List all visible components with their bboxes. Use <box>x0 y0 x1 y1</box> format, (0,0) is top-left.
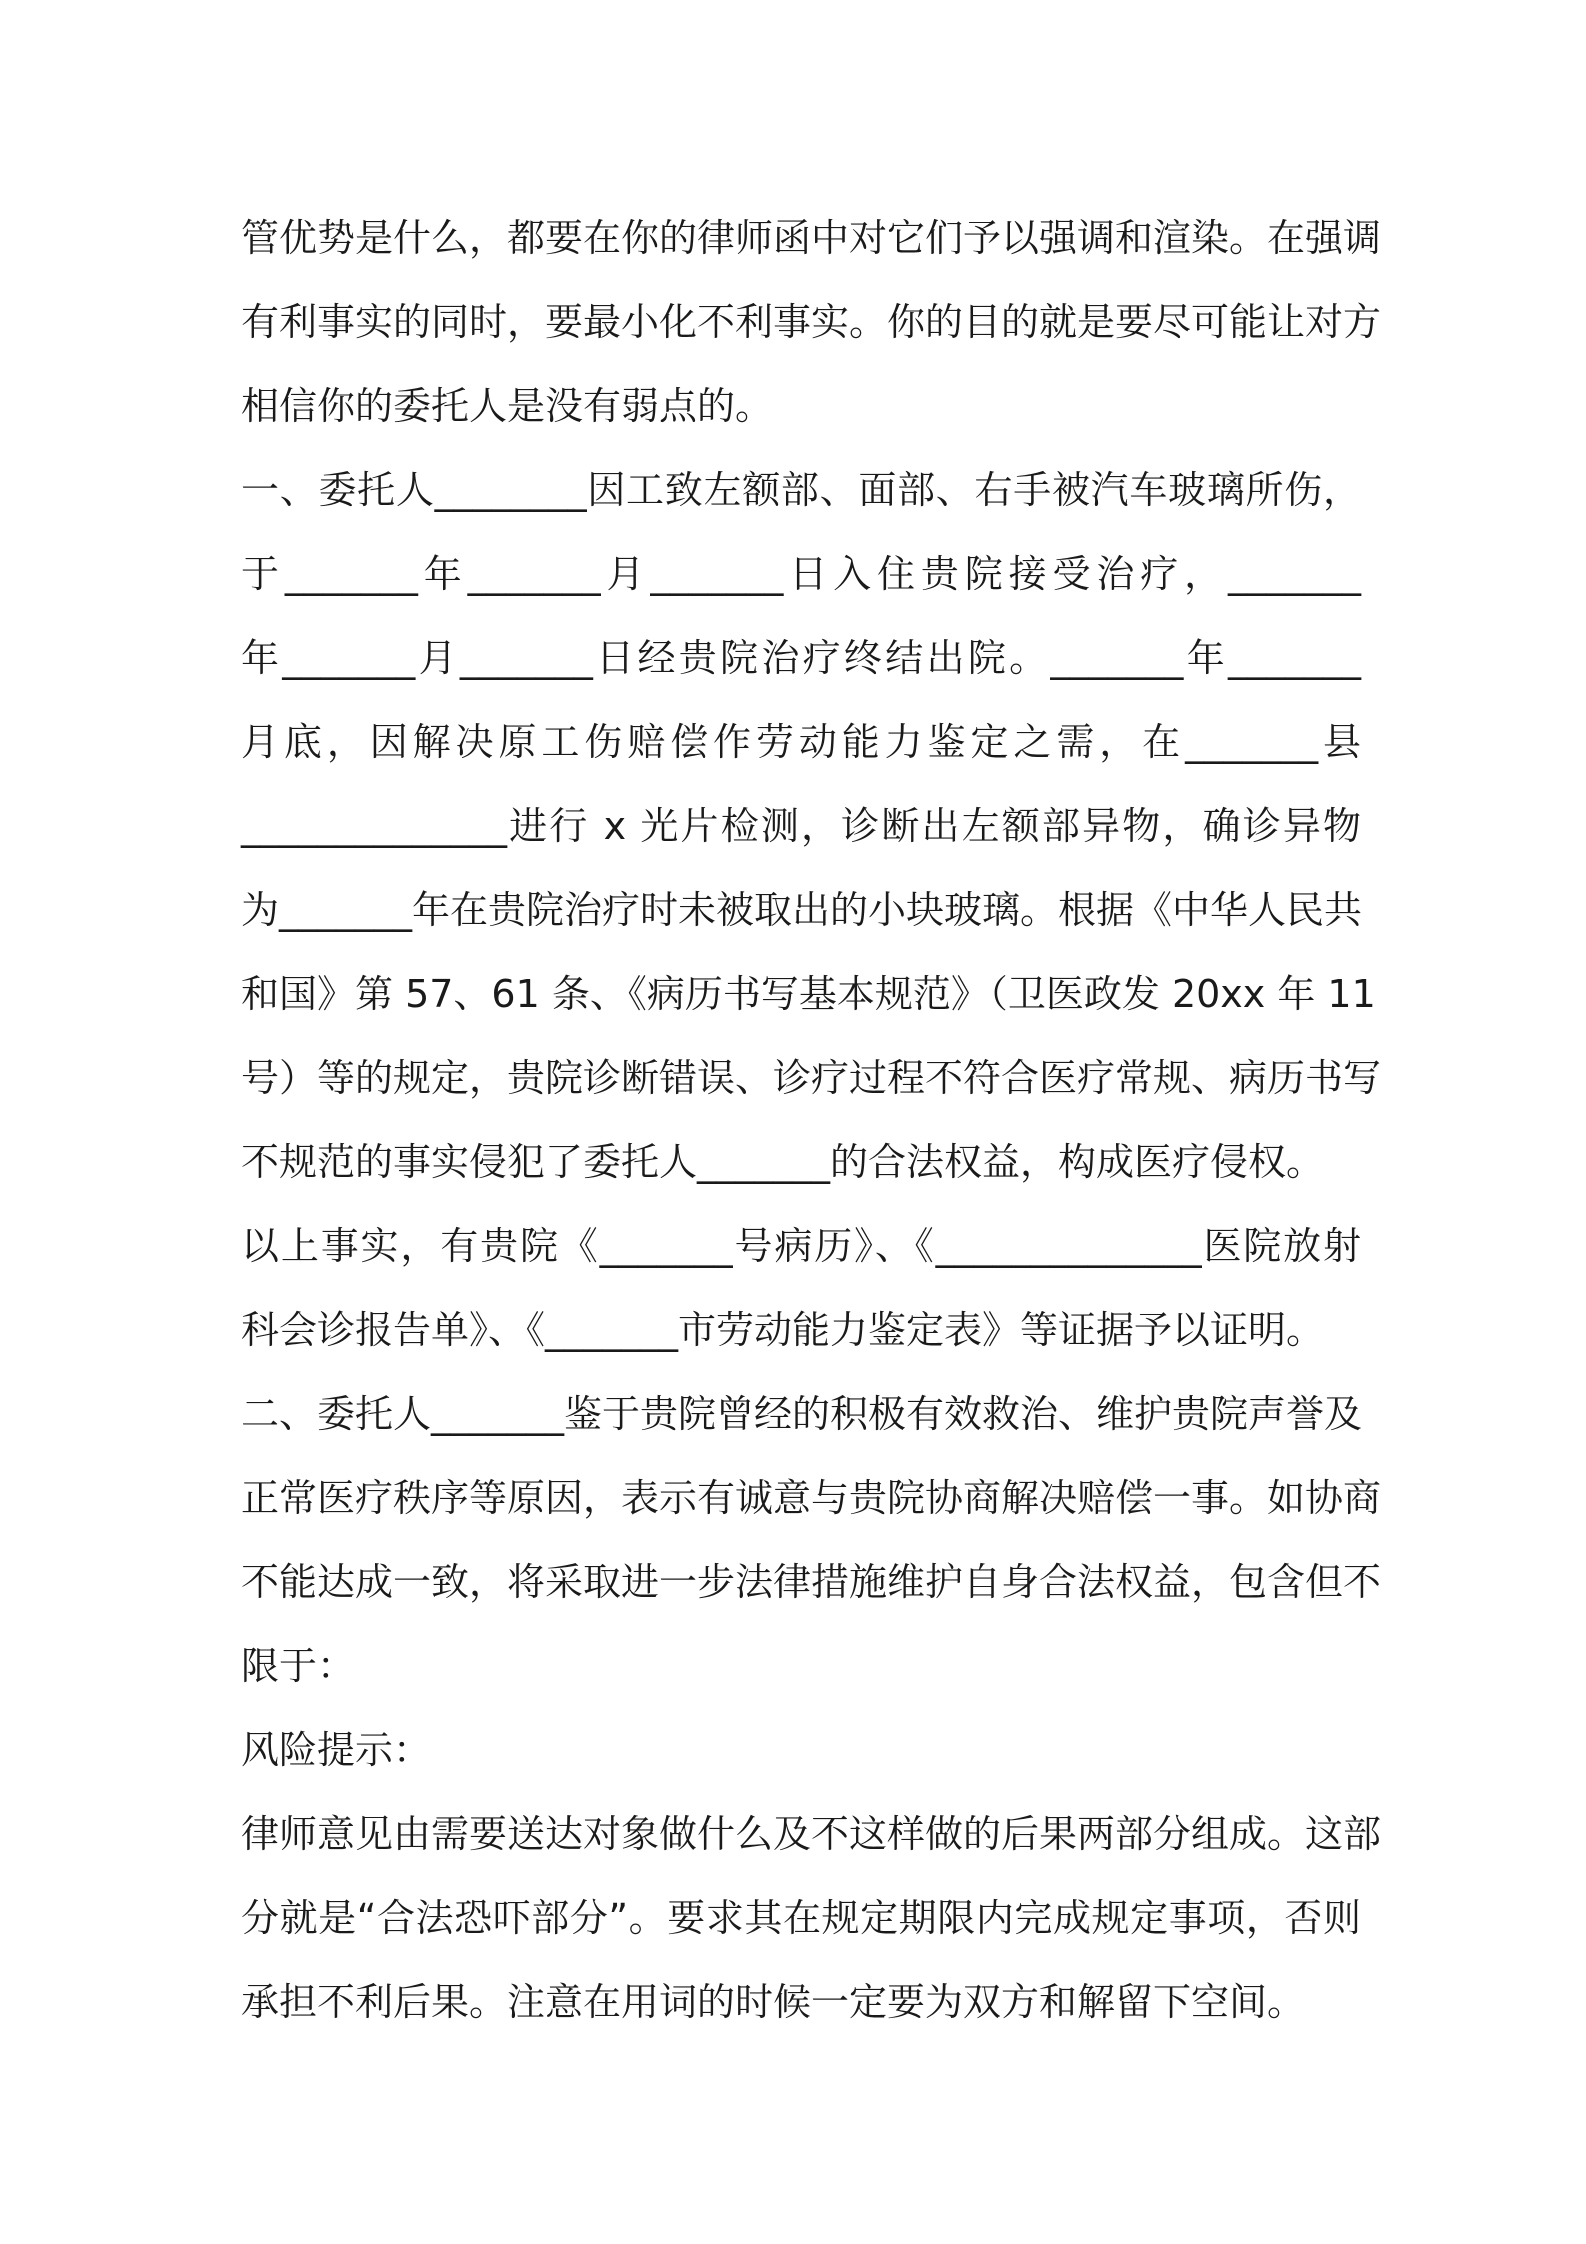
text-line: 号）等的规定，贵院诊断错误、诊疗过程不符合医疗常规、病历书写 <box>241 1056 1382 1100</box>
text-line: 和国》第 57、61 条、《病历书写基本规范》（卫医政发 20xx 年 11 <box>241 972 1376 1016</box>
text-line: 以上事实，有贵院《_______号病历》、《______________医院放射 <box>241 1224 1361 1268</box>
text-line: 风险提示： <box>241 1728 432 1772</box>
text-line: 分就是“合法恐吓部分”。要求其在规定期限内完成规定事项，否则 <box>241 1896 1361 1940</box>
text-line: 不能达成一致，将采取进一步法律措施维护自身合法权益，包含但不 <box>241 1560 1382 1604</box>
text-line: 科会诊报告单》、《_______市劳动能力鉴定表》等证据予以证明。 <box>241 1308 1325 1352</box>
text-line: 相信你的委托人是没有弱点的。 <box>241 384 774 428</box>
text-line: 于_______年_______月_______日入住贵院接受治疗，_______ <box>241 552 1361 596</box>
text-line: 月底，因解决原工伤赔偿作劳动能力鉴定之需，在_______县 <box>241 720 1361 764</box>
text-line: 为_______年在贵院治疗时未被取出的小块玻璃。根据《中华人民共 <box>241 888 1363 932</box>
text-line: 年_______月_______日经贵院治疗终结出院。_______年_______ <box>241 636 1361 680</box>
text-line: 一、委托人________因工致左额部、面部、右手被汽车玻璃所伤， <box>241 468 1361 512</box>
text-line: 二、委托人_______鉴于贵院曾经的积极有效救治、维护贵院声誉及 <box>241 1392 1363 1436</box>
text-line: 承担不利后果。注意在用词的时候一定要为双方和解留下空间。 <box>241 1980 1306 2024</box>
document-body <box>241 196 1382 2044</box>
text-line: 有利事实的同时，要最小化不利事实。你的目的就是要尽可能让对方 <box>241 300 1382 344</box>
text-line: ______________进行 x 光片检测，诊断出左额部异物，确诊异物 <box>241 804 1361 848</box>
text-line: 管优势是什么，都要在你的律师函中对它们予以强调和渲染。在强调 <box>241 216 1382 260</box>
text-line: 限于： <box>241 1644 356 1688</box>
text-line: 不规范的事实侵犯了委托人_______的合法权益，构成医疗侵权。 <box>241 1140 1325 1184</box>
text-line: 律师意见由需要送达对象做什么及不这样做的后果两部分组成。这部 <box>241 1812 1382 1856</box>
text-line: 正常医疗秩序等原因，表示有诚意与贵院协商解决赔偿一事。如协商 <box>241 1476 1382 1520</box>
